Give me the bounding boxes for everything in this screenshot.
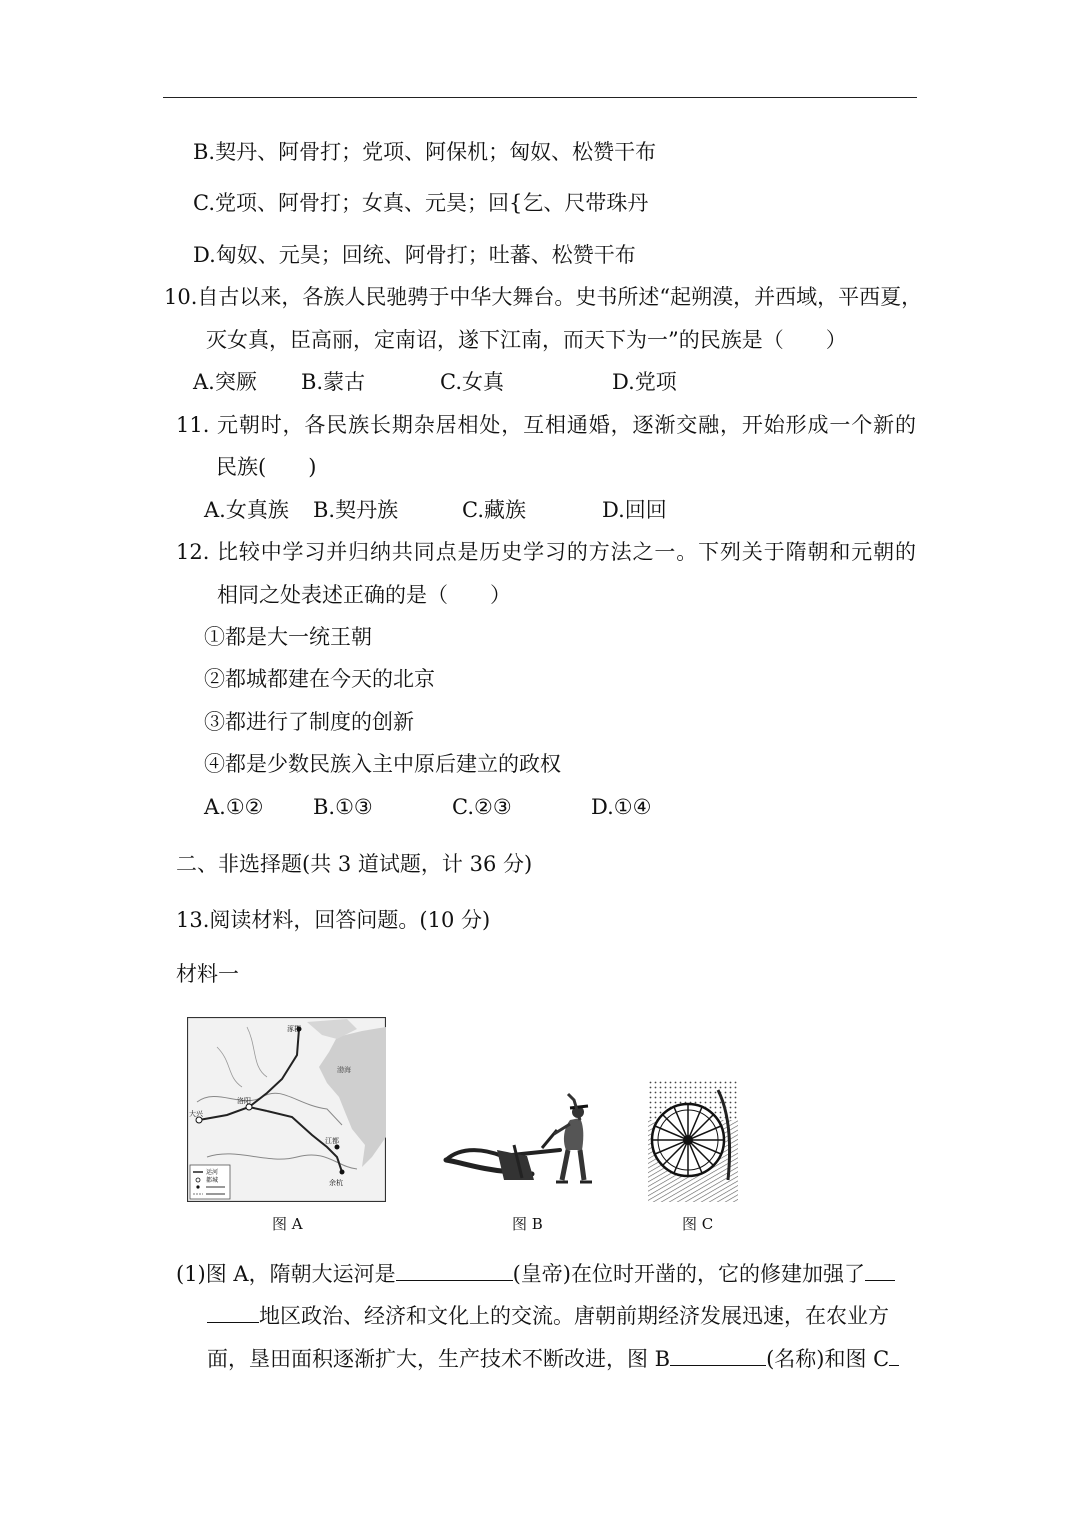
q9-option-b: B.契丹、阿骨打；党项、阿保机；匈奴、松赞干布 [193, 140, 657, 164]
q13-part1-line2 [207, 1304, 889, 1328]
figure-b-caption: 图 B [512, 1215, 543, 1233]
q11-stem-line1: 11. 元朝时，各民族长期杂居相处，互相通婚，逐渐交融，开始形成一个新的 [176, 413, 916, 437]
q11-option-b: B.契丹族 [313, 498, 399, 522]
q12-stem-line1: 12. 比较中学习并归纳共同点是历史学习的方法之一。下列关于隋朝和元朝的 [176, 540, 916, 564]
section-heading: 二、非选择题(共 3 道试题，计 36 分) [176, 852, 533, 876]
figure-c-caption: 图 C [682, 1215, 714, 1233]
q13-part1-line1 [176, 1262, 895, 1286]
map-label-daxing: 大兴 [189, 1110, 203, 1118]
answer-blank-figure-b-name[interactable] [670, 1347, 766, 1366]
q12-item-2: ②都城都建在今天的北京 [204, 667, 435, 691]
answer-blank-region-end[interactable] [207, 1304, 259, 1323]
legend-canal: 运河 [206, 1169, 219, 1176]
q13-stem: 13.阅读材料，回答问题。(10 分) [176, 908, 491, 932]
q12-option-d: D.①④ [591, 795, 652, 819]
q11-stem-line2: 民族( ) [216, 455, 317, 479]
q13-part1-text-3a: 面，垦田面积逐渐扩大，生产技术不断改进，图 B [207, 1347, 671, 1371]
map-label-jiangdu: 江都 [325, 1137, 339, 1145]
q11-option-c: C.藏族 [462, 498, 526, 522]
material-label: 材料一 [176, 962, 239, 986]
q10-stem-line1: 10.自古以来，各族人民驰骋于中华大舞台。史书所述“起朔漠，并西域，平西夏， [164, 285, 923, 309]
header-rule [163, 97, 917, 98]
q11-option-d: D.回回 [602, 498, 667, 522]
q12-option-c: C.②③ [452, 795, 512, 819]
q10-option-b: B.蒙古 [301, 370, 366, 394]
q13-part1-text-1a: (1)图 A，隋朝大运河是 [176, 1262, 396, 1286]
q13-part1-text-1b: (皇帝)在位时开凿的，它的修建加强了 [512, 1262, 865, 1286]
map-label-zhuojun: 涿郡 [287, 1025, 301, 1033]
q10-option-c: C.女真 [440, 370, 504, 394]
figure-a-map [187, 1017, 386, 1202]
q11-option-a: A.女真族 [204, 498, 289, 522]
q12-option-a: A.①② [204, 795, 264, 819]
q13-part1-line3 [207, 1347, 899, 1371]
q10-stem-line2: 灭女真，臣高丽，定南诏，遂下江南，而天下为一”的民族是（ ） [206, 328, 847, 352]
q12-stem-line2: 相同之处表述正确的是（ ） [217, 583, 511, 607]
q13-part1-text-3b: (名称)和图 C [766, 1347, 890, 1371]
answer-blank-figure-c-name[interactable] [889, 1347, 899, 1366]
q12-item-1: ①都是大一统王朝 [204, 625, 372, 649]
map-label-luoyang: 洛阳 [237, 1097, 251, 1105]
q12-item-3: ③都进行了制度的创新 [204, 710, 414, 734]
q13-part1-text-2b: 地区政治、经济和文化上的交流。唐朝前期经济发展迅速，在农业方 [259, 1304, 889, 1328]
map-label-yuhang: 余杭 [329, 1179, 343, 1187]
q12-option-b: B.①③ [313, 795, 373, 819]
q9-option-d: D.匈奴、元昊；回统、阿骨打；吐蕃、松赞干布 [193, 243, 636, 267]
answer-blank-emperor[interactable] [396, 1262, 513, 1281]
figure-a-caption: 图 A [272, 1215, 303, 1233]
q9-option-c: C.党项、阿骨打；女真、元昊；回{乞、尺带珠丹 [193, 191, 649, 215]
q10-option-a: A.突厥 [193, 370, 257, 394]
q10-option-d: D.党项 [612, 370, 677, 394]
legend-capital: 都城 [206, 1177, 219, 1184]
answer-blank-region-start[interactable] [865, 1262, 895, 1281]
figure-c-waterwheel [648, 1080, 738, 1202]
q12-item-4: ④都是少数民族入主中原后建立的政权 [204, 752, 561, 776]
figure-b-plough [442, 1090, 602, 1188]
map-label-sea: 渤海 [337, 1066, 351, 1074]
